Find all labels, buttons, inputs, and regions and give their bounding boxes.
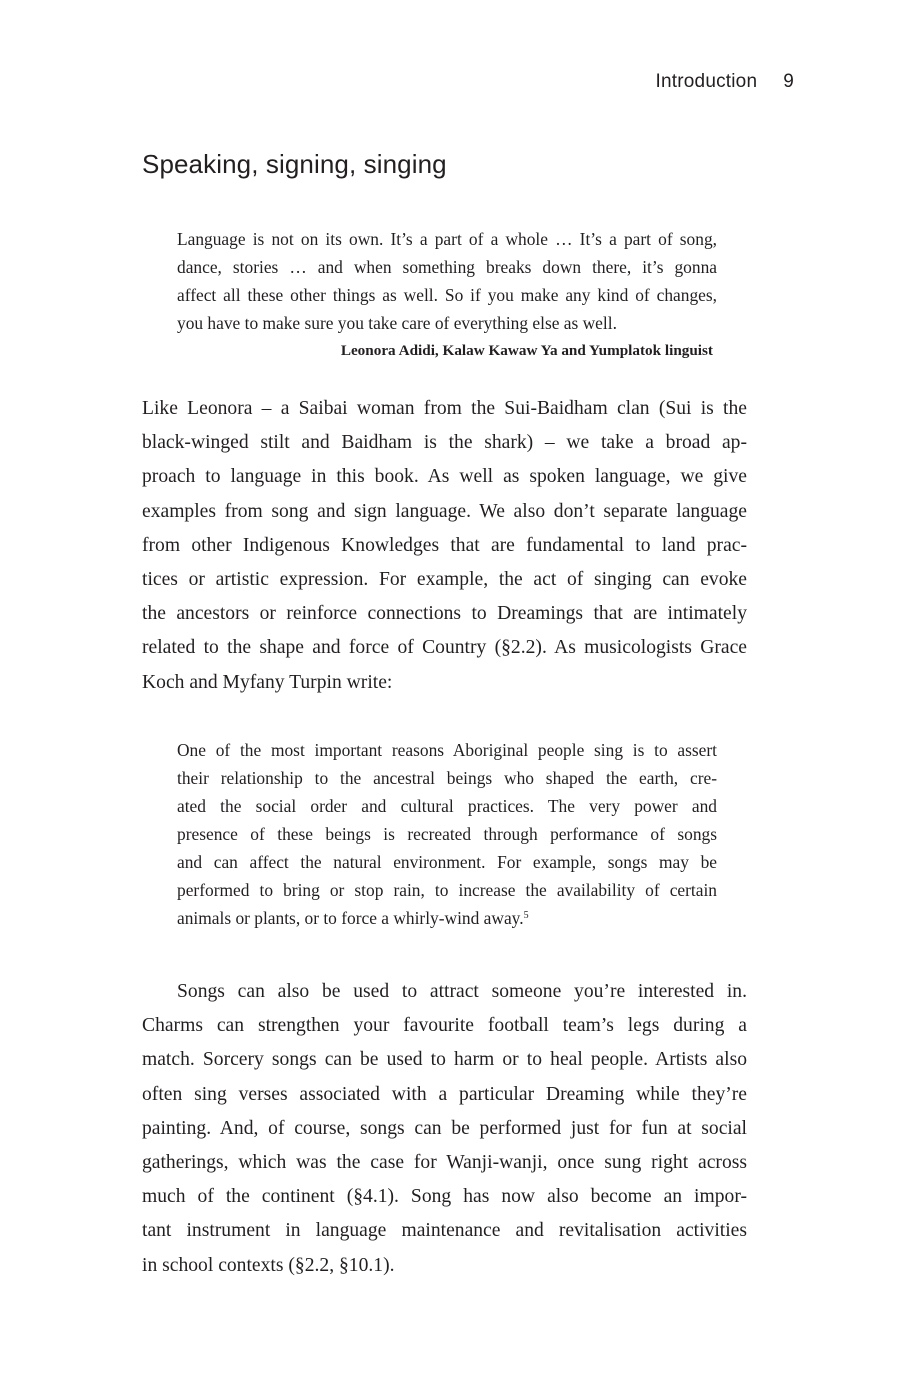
block-quote xyxy=(177,736,717,932)
block-quote-line: their relationship to the ancestral beings who shaped the earth, cre- xyxy=(177,768,717,788)
paragraph-line: tices or artistic expression. For example, the act of singing can evoke xyxy=(142,569,747,591)
block-quote-line: One of the most important reasons Aboriginal people sing is to assert xyxy=(177,740,717,760)
paragraph-line: from other Indigenous Knowledges that are fundamental to land prac- xyxy=(142,534,747,556)
epigraph-line: dance, stories … and when something breaks down there, it’s gonna xyxy=(177,257,717,277)
paragraph-line: Songs can also be used to attract someone you’re interested in. xyxy=(177,981,747,1002)
paragraph-line: much of the continent (§4.1). Song has now also become an impor- xyxy=(142,1186,747,1208)
paragraph-line: in school contexts (§2.2, §10.1). xyxy=(142,1254,395,1276)
paragraph-line: examples from song and sign language. We also don’t separate language xyxy=(142,500,747,522)
running-head-title: Introduction xyxy=(655,71,758,92)
block-quote-line-text: animals or plants, or to force a whirly-wind away. xyxy=(177,908,524,928)
body-paragraph-1 xyxy=(142,392,747,700)
paragraph-line: tant instrument in language maintenance and revitalisation activities xyxy=(142,1220,747,1242)
block-quote-line: ated the social order and cultural practices. The very power and xyxy=(177,796,717,816)
running-head xyxy=(560,71,794,93)
paragraph-line: often sing verses associated with a particular Dreaming while they’re xyxy=(142,1083,747,1105)
footnote-marker[interactable]: 5 xyxy=(523,910,529,921)
paragraph-line: the ancestors or reinforce connections to Dreamings that are intimately xyxy=(142,603,747,625)
paragraph-line: related to the shape and force of Country (§2.2). As musicologists Grace xyxy=(142,637,747,659)
paragraph-line: painting. And, of course, songs can be performed just for fun at social xyxy=(142,1117,747,1139)
block-quote-last-line xyxy=(177,904,717,932)
paragraph-line: Koch and Myfany Turpin write: xyxy=(142,671,393,693)
epigraph-line: you have to make sure you take care of everything else as well. xyxy=(177,313,617,333)
epigraph-quote xyxy=(177,225,717,337)
body-paragraph-2 xyxy=(142,975,747,1283)
block-quote-line: and can affect the natural environment. For example, songs may be xyxy=(177,852,717,872)
section-heading: Speaking, signing, singing xyxy=(142,149,447,179)
epigraph-line: affect all these other things as well. So if you make any kind of changes, xyxy=(177,285,717,305)
paragraph-line: Charms can strengthen your favourite football team’s legs during a xyxy=(142,1015,747,1037)
epigraph-line: Language is not on its own. It’s a part of a whole … It’s a part of song, xyxy=(177,229,717,249)
paragraph-line: gatherings, which was the case for Wanji-wanji, once sung right across xyxy=(142,1152,747,1174)
paragraph-line: Like Leonora – a Saibai woman from the Sui-Baidham clan (Sui is the xyxy=(142,398,747,419)
block-quote-line: presence of these beings is recreated through performance of songs xyxy=(177,824,717,844)
block-quote-line: performed to bring or stop rain, to increase the availability of certain xyxy=(177,880,717,900)
paragraph-line: black-winged stilt and Baidham is the shark) – we take a broad ap- xyxy=(142,432,747,454)
paragraph-line: proach to language in this book. As well as spoken language, we give xyxy=(142,466,747,488)
paragraph-line: match. Sorcery songs can be used to harm or to heal people. Artists also xyxy=(142,1049,747,1071)
epigraph-attribution: Leonora Adidi, Kalaw Kawaw Ya and Yumplatok linguist xyxy=(340,342,713,359)
page-number: 9 xyxy=(783,71,794,92)
